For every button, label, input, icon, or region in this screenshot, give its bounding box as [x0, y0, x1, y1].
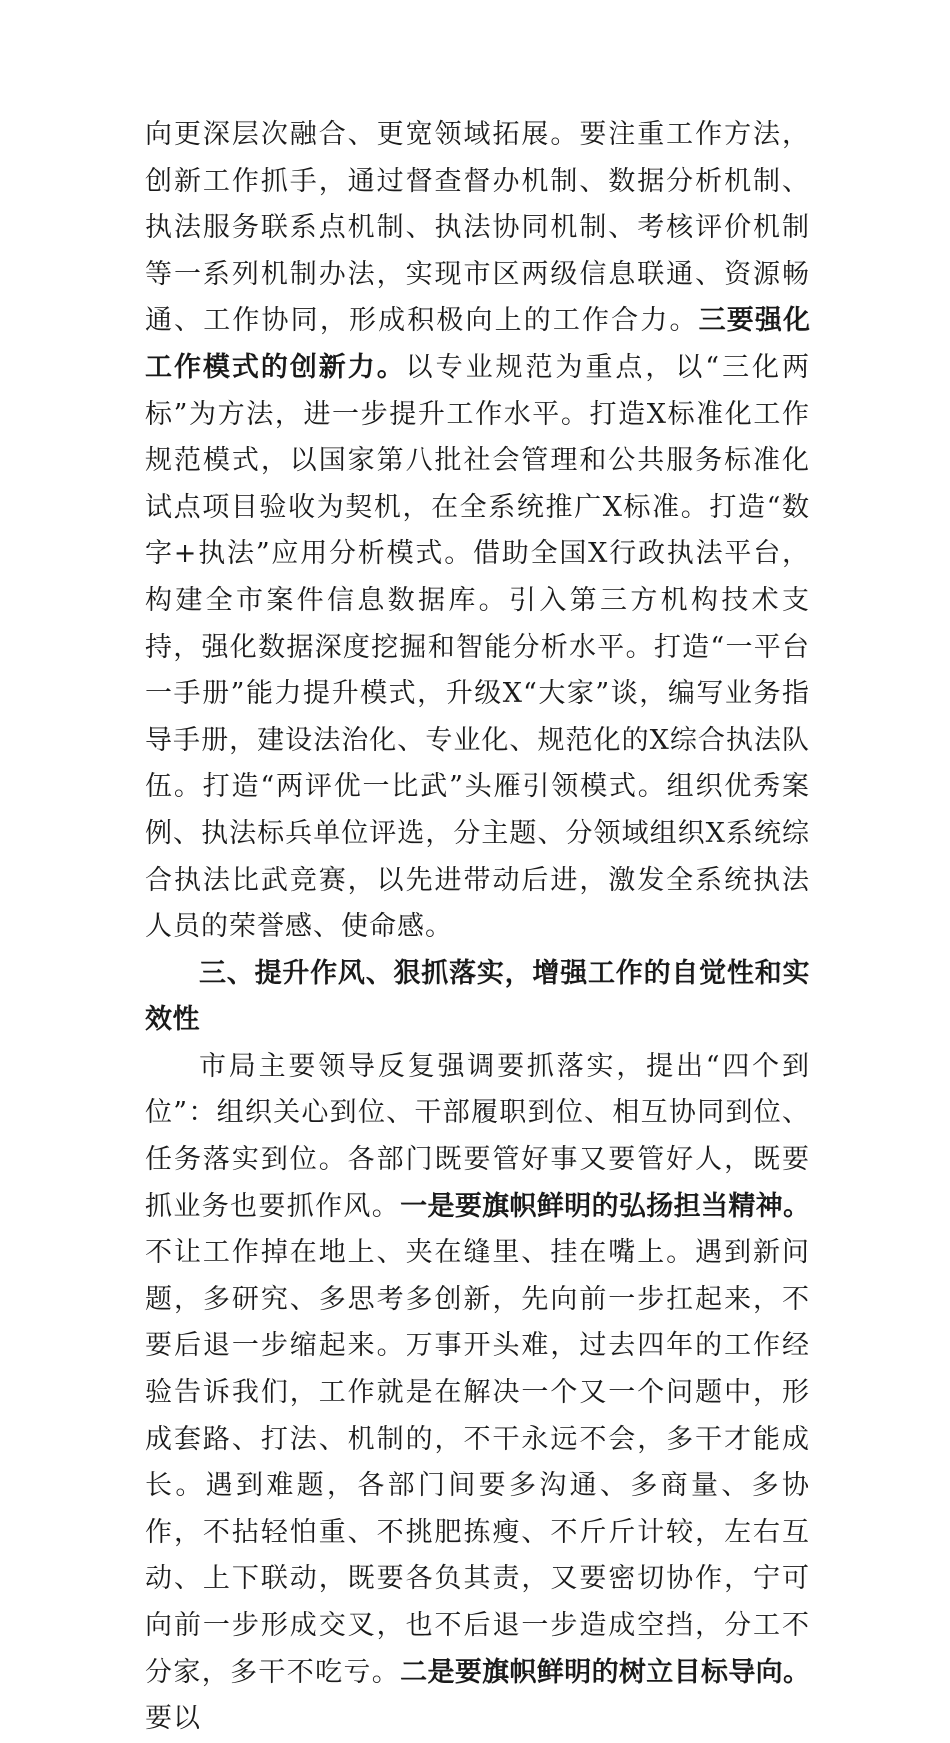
- body-text: 以专业规范为重点，以“三化两标”为方法，进一步提升工作水平。打造X标准化工作规范模式，以国家第八批社会管理和公共服务标准化试点项目验收为契机，在全系统推广X标准。打造“数字+执法”应用分析模式。借助全国X行政执法平台，构建全市案件信息数据库。引入第三方机构技术支持，强化数据深度挖掘和智能分析水平。打造“一平台一手册”能力提升模式，升级X“大家”谈，编写业务指导手册，建设法治化、专业化、规范化的X综合执法队伍。打造“两评优一比武”头雁引领模式。组织优秀案例、执法标兵单位评选，分主题、分领域组织X系统综合执法比武竞赛，以先进带动后进，激发全系统执法人员的荣誉感、使命感。: [145, 351, 810, 943]
- body-text: 向更深层次融合、更宽领域拓展。要注重工作方法，创新工作抓手，通过督查督办机制、数据分析机制、执法服务联系点机制、执法协同机制、考核评价机制等一系列机制办法，实现市区两级信息联通、资源畅通、工作协同，形成积极向上的工作合力。: [145, 119, 810, 337]
- paragraph-3: [145, 1044, 810, 1743]
- section-heading-text: 三、提升作风、狠抓落实，增强工作的自觉性和实效性: [145, 957, 810, 1036]
- body-text: 市局主要领导反复强调要抓落实，提出“四个到位”：组织关心到位、干部履职到位、相互协同到位、任务落实到位。各部门既要管好事又要管好人，既要抓业务也要抓作风。: [145, 1050, 810, 1222]
- body-text: 要以: [145, 1703, 201, 1735]
- bold-lead-sentence: 一是要旗帜鲜明的弘扬担当精神。: [400, 1190, 811, 1222]
- bold-lead-sentence: 二是要旗帜鲜明的树立目标导向。: [400, 1656, 811, 1688]
- document-body: [145, 112, 810, 1743]
- paragraph-1: [145, 112, 810, 951]
- bold-lead-sentence: 三要强化工作模式的创新力。: [145, 305, 811, 383]
- section-heading: [145, 951, 810, 1044]
- body-text: 不让工作掉在地上、夹在缝里、挂在嘴上。遇到新问题，多研究、多思考多创新，先向前一步扛起来，不要后退一步缩起来。万事开头难，过去四年的工作经验告诉我们，工作就是在解决一个又一个问题中，形成套路、打法、机制的，不干永远不会，多干才能成长。遇到难题，各部门间要多沟通、多商量、多协作，不拈轻怕重、不挑肥拣瘦、不斤斤计较，左右互动、上下联动，既要各负其责，又要密切协作，宁可向前一步形成交叉，也不后退一步造成空挡，分工不分家，多干不吃亏。: [145, 1237, 810, 1688]
